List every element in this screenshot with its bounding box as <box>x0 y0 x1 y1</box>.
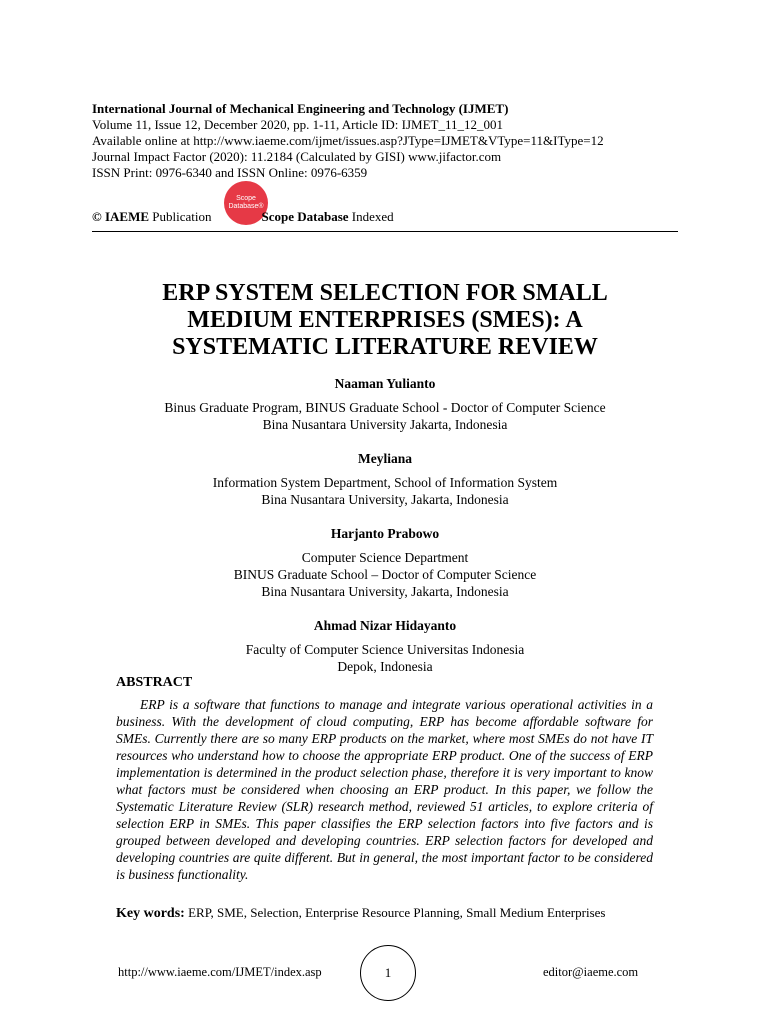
author-block <box>92 375 678 433</box>
journal-header <box>92 101 692 181</box>
author-affiliation: Bina Nusantara University Jakarta, Indonesia <box>262 417 508 432</box>
abstract-text: ERP is a software that functions to manage and integrate various operational activities in a business. With the development of cloud computing, ERP has become affordable software for SMEs. Currently there are so many ERP products on the market, where most SMEs do not have IT resources who understand how to choose the appropriate ERP product. One of the success of ERP implementation is determined in the product selection phase, therefore it is very important to know what factors must be considered when choosing an ERP product. In this paper, we follow the Systematic Literature Review (SLR) research method, reviewed 51 articles, to explore criteria of selection ERP in SMEs. This paper classifies the ERP selection factors into five factors and is grouped between developed and developing countries. ERP selection factors for developed and developing countries are quite different. But in general, the most important factor to be considered is business functionality. <box>116 697 653 882</box>
keywords-label: Key words: <box>116 906 185 921</box>
footer-url[interactable]: http://www.iaeme.com/IJMET/index.asp <box>118 965 322 979</box>
author-list <box>92 375 678 692</box>
title-line: SYSTEMATIC LITERATURE REVIEW <box>172 334 598 360</box>
author-affiliation: Bina Nusantara University, Jakarta, Indonesia <box>261 584 509 599</box>
keywords-line <box>116 905 605 922</box>
author-name: Harjanto Prabowo <box>330 526 440 541</box>
author-affiliation: BINUS Graduate School – Doctor of Computer Science <box>233 567 537 582</box>
author-affiliation: Information System Department, School of Information System <box>212 475 558 490</box>
author-name: Ahmad Nizar Hidayanto <box>313 618 457 633</box>
author-block <box>92 525 678 600</box>
badge-text-2: Database® <box>228 203 264 210</box>
publisher-line <box>92 209 394 225</box>
publisher-suffix: Publication <box>152 209 212 224</box>
author-affiliation: Faculty of Computer Science Universitas Indonesia <box>245 642 525 657</box>
title-line: MEDIUM ENTERPRISES (SMES): A <box>187 307 583 333</box>
author-name: Meyliana <box>358 451 412 466</box>
author-affiliation: Bina Nusantara University, Jakarta, Indonesia <box>261 492 509 507</box>
journal-available-online: Available online at http://www.iaeme.com/ijmet/issues.asp?JType=IJMET&VType=11&IType=12 <box>92 133 604 148</box>
journal-volume: Volume 11, Issue 12, December 2020, pp. 1-11, Article ID: IJMET_11_12_001 <box>92 117 503 132</box>
author-block <box>92 450 678 508</box>
keywords-text: ERP, SME, Selection, Enterprise Resource Planning, Small Medium Enterprises <box>188 905 606 920</box>
journal-impact-factor: Journal Impact Factor (2020): 11.2184 (Calculated by GISI) www.jifactor.com <box>92 149 502 164</box>
author-name: Naaman Yulianto <box>334 376 436 391</box>
publisher-name: © IAEME <box>92 209 150 224</box>
abstract-heading: ABSTRACT <box>116 675 193 690</box>
badge-text-1: Scope <box>236 195 256 202</box>
title-line: ERP SYSTEM SELECTION FOR SMALL <box>162 280 608 306</box>
index-name: Scope Database <box>261 209 349 224</box>
journal-title: International Journal of Mechanical Engineering and Technology (IJMET) <box>92 101 509 116</box>
author-affiliation: Binus Graduate Program, BINUS Graduate School - Doctor of Computer Science <box>164 400 606 415</box>
author-block <box>92 617 678 675</box>
journal-issn: ISSN Print: 0976-6340 and ISSN Online: 0976-6359 <box>92 165 368 180</box>
page-number-text: 1 <box>384 965 392 980</box>
author-affiliation: Depok, Indonesia <box>337 659 433 674</box>
paper-title <box>92 280 678 361</box>
footer-email[interactable]: editor@iaeme.com <box>543 965 639 979</box>
index-label: Indexed <box>351 209 394 224</box>
header-divider <box>92 231 678 232</box>
page-number <box>360 945 416 1001</box>
author-affiliation: Computer Science Department <box>301 550 469 565</box>
